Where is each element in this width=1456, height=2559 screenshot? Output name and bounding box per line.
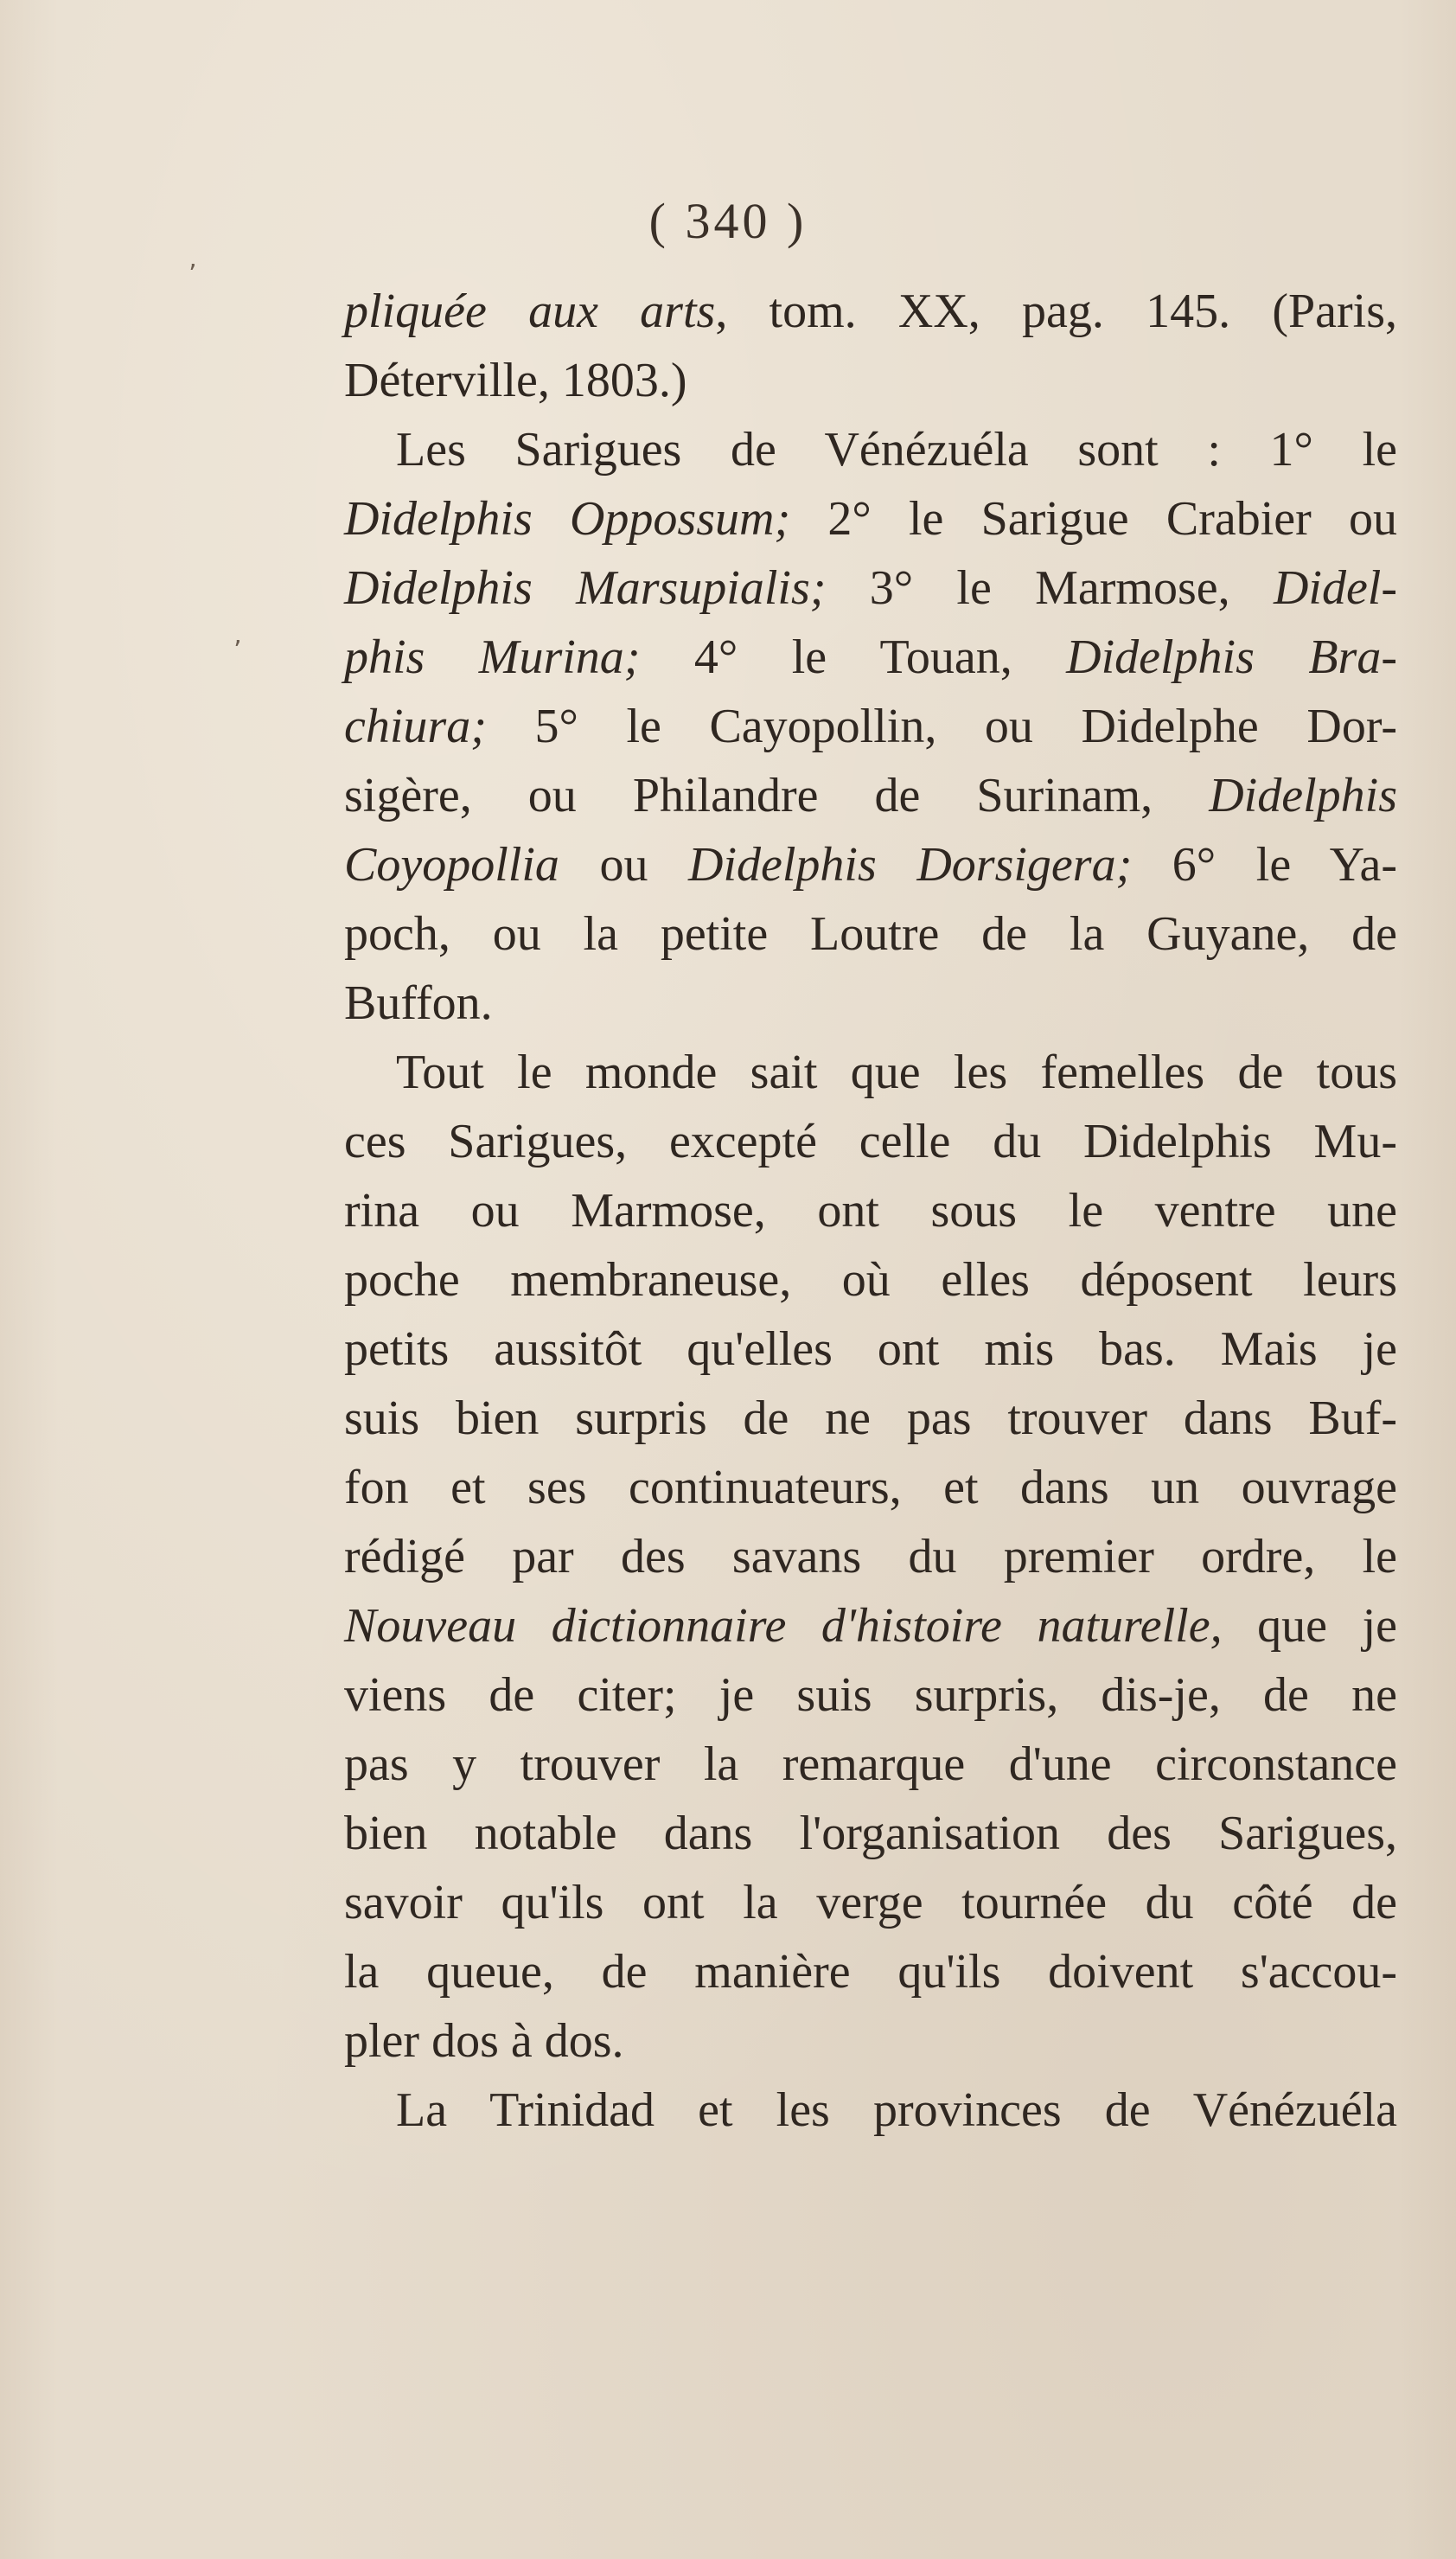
- body-text: [344, 277, 1397, 2145]
- page-number-header: ( 340 ): [648, 193, 808, 249]
- italic-text-run: Didelphis Oppossum;: [344, 492, 791, 546]
- text-line: [344, 1107, 1397, 1176]
- text-line: [344, 1937, 1397, 2006]
- text-line: [344, 1799, 1397, 1868]
- italic-text-run: Didelphis Marsupialis;: [344, 561, 827, 615]
- text-run: Tout le monde sait que les femelles de tous: [396, 1046, 1397, 1099]
- text-run: La Trinidad et les provinces de Vénézuéla: [396, 2083, 1397, 2137]
- text-line: [344, 899, 1397, 969]
- text-line: [344, 1245, 1397, 1315]
- text-run: pas y trouver la remarque d'une circonstance: [344, 1737, 1397, 1791]
- text-line: [344, 484, 1397, 553]
- text-run: 5° le Cayopollin, ou Didelphe Dor-: [486, 700, 1397, 753]
- text-line: [344, 623, 1397, 692]
- text-line: [344, 1176, 1397, 1245]
- text-line: [344, 830, 1397, 899]
- italic-text-run: Didelphis: [1209, 769, 1397, 822]
- text-run: viens de citer; je suis surpris, dis-je, de ne: [344, 1668, 1397, 1722]
- text-run: Déterville, 1803.): [344, 354, 687, 407]
- text-run: 2° le Sarigue Crabier ou: [790, 492, 1397, 546]
- text-line: [344, 553, 1397, 623]
- text-run: , tom. XX, pag. 145. (Paris,: [715, 285, 1397, 338]
- text-run: rina ou Marmose, ont sous le ventre une: [344, 1184, 1397, 1238]
- text-run: Buffon.: [344, 976, 493, 1030]
- text-run: bien notable dans l'organisation des Sarigues,: [344, 1807, 1397, 1860]
- text-line: [344, 1453, 1397, 1522]
- text-line: [344, 692, 1397, 761]
- text-run: rédigé par des savans du premier ordre, le: [344, 1530, 1397, 1583]
- text-run: que je: [1222, 1599, 1397, 1653]
- text-line: [344, 277, 1397, 346]
- text-run: suis bien surpris de ne pas trouver dans Buf-: [344, 1391, 1397, 1445]
- italic-text-run: pliquée aux arts: [344, 285, 716, 338]
- italic-text-run: phis Murina;: [344, 630, 641, 684]
- italic-text-run: chiura;: [344, 700, 487, 753]
- italic-text-run: Nouveau dictionnaire d'histoire naturelle,: [344, 1599, 1223, 1653]
- text-line: [344, 1591, 1397, 1660]
- text-line: [344, 1315, 1397, 1384]
- text-run: fon et ses continuateurs, et dans un ouvrage: [344, 1461, 1397, 1514]
- italic-text-run: Didelphis Dorsigera;: [688, 838, 1133, 892]
- text-run: ou: [559, 838, 689, 892]
- text-run: ces Sarigues, excepté celle du Didelphis Mu-: [344, 1115, 1397, 1168]
- text-run: 3° le Marmose,: [826, 561, 1274, 615]
- text-run: poche membraneuse, où elles déposent leurs: [344, 1253, 1397, 1307]
- italic-text-run: Coyopollia: [344, 838, 559, 892]
- text-line: [344, 969, 1397, 1038]
- text-run: Les Sarigues de Vénézuéla sont : 1° le: [396, 423, 1397, 477]
- text-run: 6° le Ya-: [1132, 838, 1397, 892]
- text-line: [344, 1384, 1397, 1453]
- text-run: 4° le Touan,: [640, 630, 1067, 684]
- text-line: [344, 1038, 1397, 1107]
- text-line: [344, 761, 1397, 830]
- italic-text-run: Didelphis Bra-: [1066, 630, 1397, 684]
- text-run: la queue, de manière qu'ils doivent s'accou-: [344, 1945, 1397, 1999]
- text-line: [344, 1522, 1397, 1591]
- text-run: poch, ou la petite Loutre de la Guyane, de: [344, 907, 1397, 961]
- margin-mark: ʼ: [188, 259, 197, 290]
- text-run: sigère, ou Philandre de Surinam,: [344, 769, 1210, 822]
- text-line: [344, 346, 1397, 415]
- text-run: savoir qu'ils ont la verge tournée du côté de: [344, 1876, 1397, 1929]
- text-line: [344, 415, 1397, 484]
- text-line: [344, 2076, 1397, 2145]
- text-run: petits aussitôt qu'elles ont mis bas. Mais je: [344, 1322, 1397, 1376]
- text-run: pler dos à dos.: [344, 2014, 624, 2068]
- text-line: [344, 2006, 1397, 2076]
- text-line: [344, 1660, 1397, 1730]
- italic-text-run: Didel-: [1273, 561, 1397, 615]
- margin-mark: ʼ: [233, 636, 242, 666]
- text-line: [344, 1730, 1397, 1799]
- text-line: [344, 1868, 1397, 1937]
